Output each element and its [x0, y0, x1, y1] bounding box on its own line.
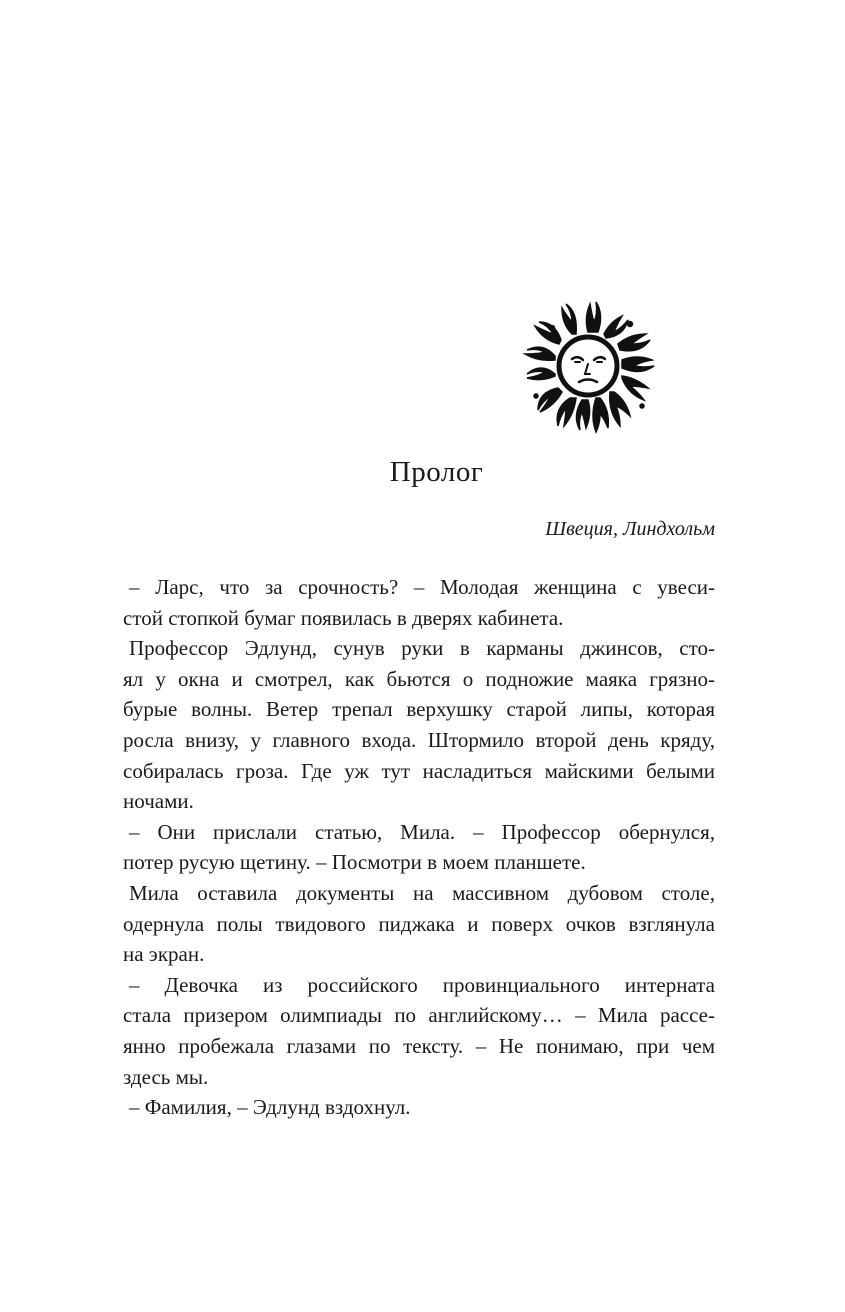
- text-line: бурые волны. Ветер трепал верхушку старой липы, которая: [123, 697, 715, 722]
- location-subtitle: Швеция, Линдхольм: [545, 518, 715, 540]
- text-line: – Ларс, что за срочность? – Молодая женщина с увеси-: [129, 575, 715, 599]
- paragraph: [123, 878, 715, 970]
- text-line: Профессор Эдлунд, сунув руки в карманы джинсов, сто-: [129, 636, 715, 661]
- text-line: Мила оставила документы на массивном дубовом столе,: [129, 880, 715, 905]
- text-line: стала призером олимпиады по английскому… – Мила рассе-: [123, 1003, 715, 1028]
- text-line: одернула полы твидового пиджака и поверх очков взглянула: [123, 911, 715, 936]
- text-line: – Девочка из российского провинциального интерната: [129, 972, 715, 997]
- text-line: стой стопкой бумаг появилась в дверях кабинета.: [123, 605, 564, 630]
- paragraph: [123, 970, 715, 1092]
- text-line: росла внизу, у главного входа. Штормило второй день кряду,: [123, 727, 715, 752]
- text-line: на экран.: [123, 942, 205, 967]
- text-line: здесь мы.: [123, 1064, 209, 1089]
- text-line: ял у окна и смотрел, как бьются о подножие маяка грязно-: [123, 666, 715, 691]
- text-line: янно пробежала глазами по тексту. – Не понимаю, при чем: [123, 1033, 715, 1058]
- text-line: собиралась гроза. Где уж тут насладиться майскими белыми: [123, 758, 715, 783]
- paragraph: [123, 633, 715, 817]
- text-line: – Фамилия, – Эдлунд вздохнул.: [129, 1095, 411, 1120]
- sun-face-icon: [512, 284, 664, 444]
- body-text: [123, 572, 715, 1123]
- chapter-title: Пролог: [389, 456, 484, 488]
- text-line: – Они прислали статью, Мила. – Профессор обернулся,: [129, 819, 715, 844]
- paragraph: [123, 572, 715, 633]
- text-line: потер русую щетину. – Посмотри в моем планшете.: [123, 850, 586, 875]
- paragraph: [123, 1092, 715, 1123]
- paragraph: [123, 817, 715, 878]
- text-line: ночами.: [123, 789, 194, 814]
